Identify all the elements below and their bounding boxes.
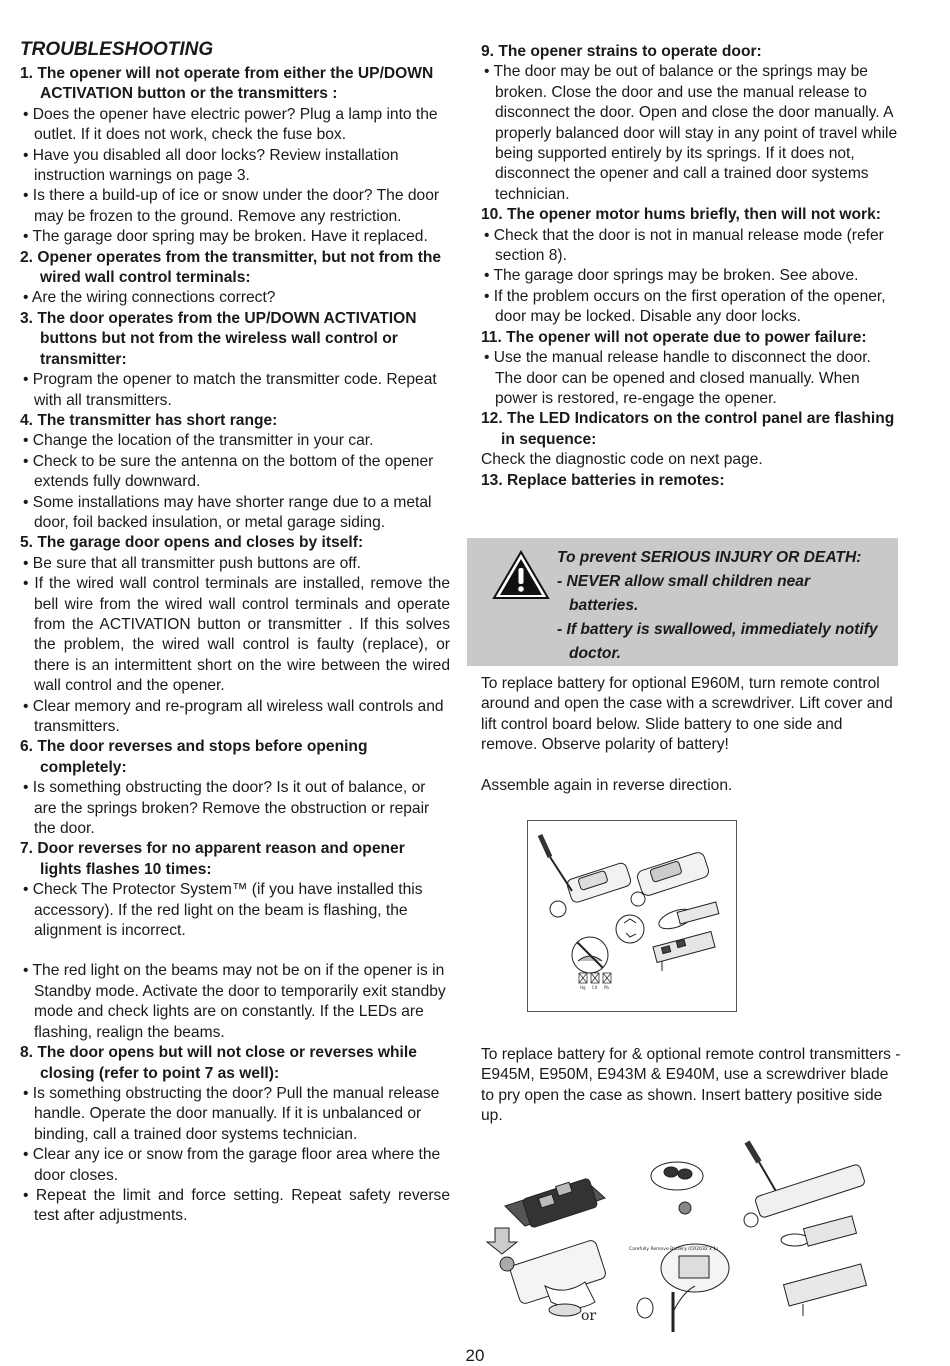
item-heading: 4. The transmitter has short range:	[20, 411, 278, 429]
troubleshooting-item	[20, 533, 450, 737]
battery-text-2: Assemble again in reverse direction.	[481, 776, 733, 794]
left-column	[20, 38, 450, 1227]
warning-line-3: - If battery is swallowed, immediately notify doctor.	[557, 621, 878, 662]
item-text: Check the diagnostic code on next page.	[481, 451, 763, 469]
item-heading: 11. The opener will not operate due to power failure:	[481, 328, 867, 346]
item-bullet: • Is something obstructing the door? Is it out of balance, or are the springs broken? Remove the obstruction or repair the door.	[23, 779, 430, 838]
item-bullet: • Change the location of the transmitter in your car.	[23, 432, 374, 450]
item-bullet: • Are the wiring connections correct?	[23, 289, 276, 307]
troubleshooting-item	[20, 839, 450, 1043]
troubleshooting-item	[481, 328, 901, 410]
troubleshooting-item	[481, 471, 901, 491]
warning-triangle-icon	[492, 550, 550, 600]
item-bullet: • Have you disabled all door locks? Review installation instruction warnings on page 3.	[23, 146, 399, 185]
item-heading: 12. The LED Indicators on the control panel are flashing in sequence:	[481, 410, 895, 448]
troubleshooting-item	[481, 42, 901, 205]
battery-replacement-figure-e960m	[527, 820, 737, 1012]
item-bullet: • Check The Protector System™ (if you have installed this accessory). If the red light on the beam is flashing, the alignment is incorrect.	[23, 881, 423, 940]
item-heading: 8. The door opens but will not close or reverses while closing (refer to point 7 as well):	[20, 1044, 417, 1082]
item-bullet: • Clear any ice or snow from the garage floor area where the door closes.	[23, 1146, 441, 1184]
page-number: 20	[465, 1346, 485, 1365]
item-bullet: • Some installations may have shorter range due to a metal door, foil backed insulation, or metal garage siding.	[23, 493, 432, 531]
item-bullet: • If the wired wall control terminals are installed, remove the bell wire from the wired wall control terminals and operate from the ACTIVATION button or transmitter . If this solves the problem, the wired wall control is faulty (replace), or there is an intermittent short on the wire between the wired wall control and the opener.	[23, 575, 450, 695]
fig2-caution-label: Carefully Remove Battery (CR2032 x 1)	[629, 1247, 718, 1252]
item-heading: 6. The door reverses and stops before opening completely:	[20, 738, 368, 776]
warning-line-1: To prevent SERIOUS INJURY OR DEATH:	[557, 549, 862, 566]
item-bullet: • Be sure that all transmitter push buttons are off.	[23, 554, 362, 572]
item-heading: 9. The opener strains to operate door:	[481, 43, 762, 60]
item-bullet: • If the problem occurs on the first operation of the opener, door may be locked. Disable any door locks.	[484, 287, 886, 326]
fig1-mark-3: Pb	[604, 985, 609, 990]
warning-text	[557, 546, 879, 666]
warning-box	[467, 538, 898, 666]
item-heading: 13. Replace batteries in remotes:	[481, 471, 725, 489]
item-bullet: • The garage door spring may be broken. Have it replaced.	[23, 228, 428, 246]
item-heading: 5. The garage door opens and closes by itself:	[20, 534, 364, 552]
item-heading: 3. The door operates from the UP/DOWN ACTIVATION buttons but not from the wireless wall control or transmitter:	[20, 309, 417, 368]
remote-disassembly-illustration	[528, 821, 736, 1011]
battery-text-1: To replace battery for optional E960M, turn remote control around and open the case with a screwdriver. Lift cover and lift control board below. Slide battery to one side and remove. Observe polarity of battery!	[481, 675, 893, 754]
item-heading: 1. The opener will not operate from either the UP/DOWN ACTIVATION button or the transmitters :	[20, 65, 434, 103]
troubleshooting-item	[481, 205, 901, 327]
battery-instructions-e960m	[481, 674, 901, 796]
item-heading: 10. The opener motor hums briefly, then will not work:	[481, 206, 881, 224]
troubleshooting-item	[20, 411, 450, 533]
troubleshooting-item	[20, 248, 450, 309]
battery-text-3: To replace battery for & optional remote control transmitters -E945M, E950M, E943M & E940M, use a screwdriver blade to pry open the case as shown. Insert battery positive side up.	[481, 1046, 901, 1125]
item-heading: 2. Opener operates from the transmitter, but not from the wired wall control terminals:	[20, 248, 442, 287]
fig1-mark-2: Cd	[592, 985, 598, 990]
item-bullet: • The garage door springs may be broken. See above.	[484, 267, 859, 285]
fig1-mark-1: Hg	[580, 985, 586, 990]
spacer	[20, 941, 450, 961]
troubleshooting-item	[20, 1043, 450, 1227]
item-bullet: • Clear memory and re-program all wireless wall controls and transmitters.	[23, 697, 444, 735]
item-bullet: • The door may be out of balance or the springs may be broken. Close the door and use the manual release to disconnect the door. Open and close the door manually. A properly balanced door will stay in any point of travel while being supported entirely by its springs. If it does not, disconnect the opener and call a trained door systems technician.	[484, 63, 898, 203]
item-bullet: • Use the manual release handle to disconnect the door. The door can be opened and closed manually. When power is restored, re-engage the opener.	[484, 349, 871, 407]
troubleshooting-item	[20, 64, 450, 248]
item-bullet: • Check that the door is not in manual release mode (refer section 8).	[484, 226, 884, 265]
item-bullet: • Is there a build-up of ice or snow under the door? The door may be frozen to the ground. Remove any restriction.	[23, 187, 440, 225]
warning-line-2: - NEVER allow small children near batteries.	[557, 573, 811, 614]
battery-replacement-figure-e945m	[485, 1136, 905, 1332]
right-column	[481, 42, 901, 491]
fig2-or-label: or	[581, 1308, 597, 1324]
item-bullet: • Check to be sure the antenna on the bottom of the opener extends fully downward.	[23, 452, 434, 491]
item-heading: 7. Door reverses for no apparent reason and opener lights flashes 10 times:	[20, 840, 405, 878]
troubleshooting-item	[481, 409, 901, 470]
item-bullet: • The red light on the beams may not be on if the opener is in Standby mode. Activate the door to temporarily exit standby mode and check lights are on constantly. If the LEDs are flashing, realign the beams.	[23, 962, 446, 1041]
troubleshooting-item	[20, 737, 450, 839]
left-sections	[20, 64, 450, 1227]
item-bullet: • Is something obstructing the door? Pull the manual release handle. Operate the door manually. If it is unbalanced or binding, call a trained door systems technician.	[23, 1084, 440, 1143]
right-sections	[481, 42, 901, 491]
troubleshooting-item	[20, 309, 450, 411]
item-bullet: • Does the opener have electric power? Plug a lamp into the outlet. If it does not work, check the fuse box.	[23, 105, 438, 144]
item-bullet: • Repeat the limit and force setting. Repeat safety reverse test after adjustments.	[23, 1186, 450, 1225]
battery-instructions-e945m	[481, 1045, 901, 1127]
page-title: TROUBLESHOOTING	[20, 39, 214, 60]
item-bullet: • Program the opener to match the transmitter code. Repeat with all transmitters.	[23, 371, 437, 409]
remote-opening-illustration	[485, 1136, 905, 1332]
